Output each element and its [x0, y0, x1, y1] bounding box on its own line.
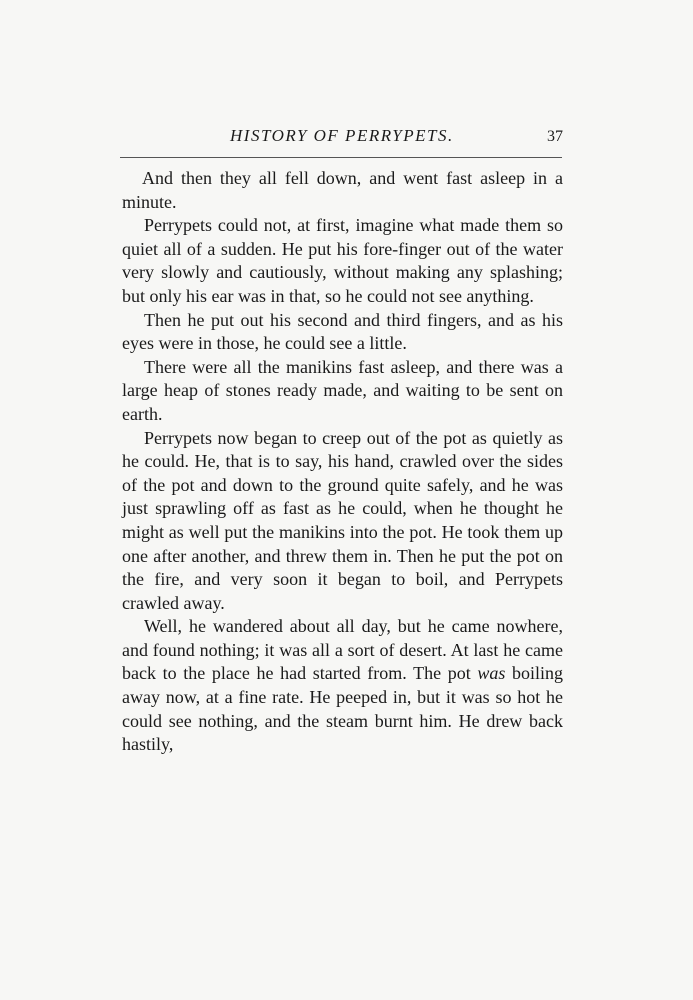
paragraph: And then they all fell down, and went fast asleep in a minute.: [122, 168, 563, 212]
paragraph-last: [122, 615, 563, 757]
running-head: [120, 124, 563, 152]
paragraph: Then he put out his second and third fingers, and as his eyes were in those, he could see a little.: [122, 309, 563, 354]
paragraph: There were all the manikins fast asleep, and there was a large heap of stones ready made, and waiting to be sent on earth.: [122, 356, 563, 424]
paragraph-text: Well, he wandered about all day, but he came nowhere, and found nothing; it was all a sort of desert. At last he came back to the place he had started from. The pot: [122, 616, 563, 684]
emphasis-text: was: [477, 663, 506, 684]
body-text: [122, 167, 563, 757]
paragraph: Perrypets could not, at first, imagine what made them so quiet all of a sudden. He put his fore-finger out of the water very slowly and cautiously, without making any splashing; but only his ear was in that, so he could not see anything.: [122, 215, 563, 306]
header-rule: [120, 157, 562, 158]
page-number: 37: [547, 128, 563, 145]
running-title: HISTORY OF PERRYPETS.: [230, 126, 454, 145]
paragraph: Perrypets now began to creep out of the pot as quietly as he could. He, that is to say, his hand, crawled over the sides of the pot and down to the ground quite safely, and he was just sprawling off as fast as he could, when he thought he might as well put the manikins into the pot. He took them up one after another, and threw them in. Then he put the pot on the fire, and very soon it began to boil, and Perrypets crawled away.: [122, 427, 563, 613]
paragraph-text: boiling away now, at a fine rate. He peeped in, but it was so hot he could see nothing, and the steam burnt him. He drew back hastily,: [122, 663, 563, 755]
